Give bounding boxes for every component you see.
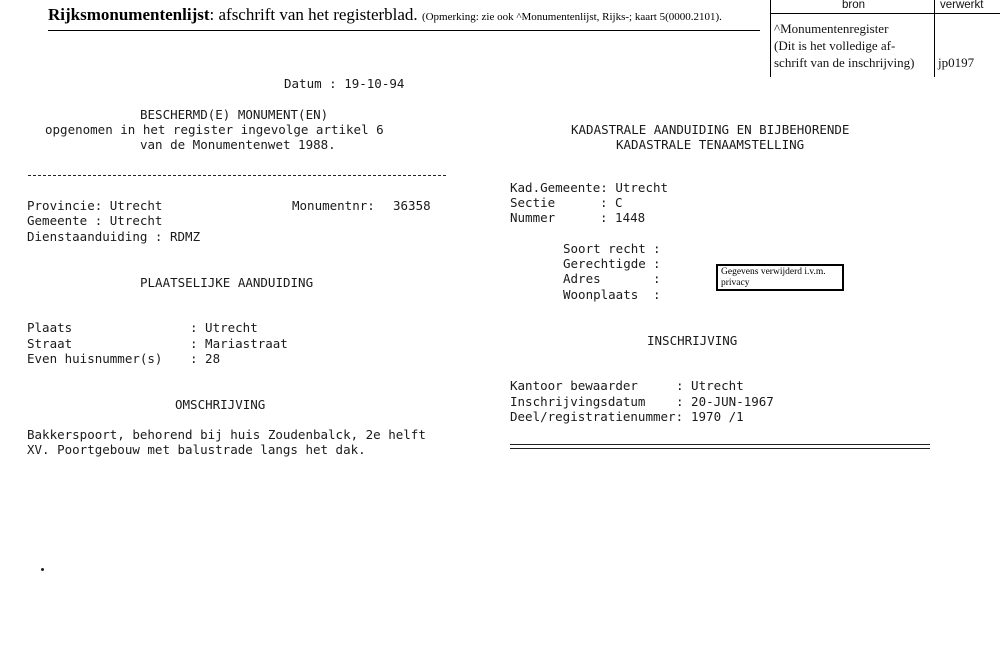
title-note: (Opmerking: zie ook ^Monumentenlijst, Rijks-; kaart 5(0000.2101). [421, 11, 722, 23]
bron-line-1: ^Monumentenregister [774, 21, 889, 36]
adres-label: Adres [563, 271, 601, 286]
beschermd-line-1: BESCHERMD(E) MONUMENT(EN) [140, 107, 329, 122]
header-rule [48, 30, 760, 31]
kadastrale-heading-2: KADASTRALE TENAAMSTELLING [616, 137, 805, 152]
title-rest: : afschrift van het registerblad. [209, 5, 418, 24]
adres-colon: : [653, 271, 661, 286]
beschermd-line-2: opgenomen in het register ingevolge artikel 6 [45, 122, 384, 137]
title-bold: Rijksmonumentenlijst [48, 5, 210, 24]
sectie-value: : C [600, 195, 623, 210]
kantoor-label: Kantoor bewaarder [510, 378, 638, 393]
kadastrale-heading-1: KADASTRALE AANDUIDING EN BIJBEHORENDE [571, 122, 850, 137]
document-title [48, 5, 722, 25]
plaatselijke-heading: PLAATSELIJKE AANDUIDING [140, 275, 314, 290]
bron-line-2: (Dit is het volledige af- [774, 38, 896, 53]
table-border-mid [934, 0, 935, 77]
omschrijving-line-1: Bakkerspoort, behorend bij huis Zoudenbalck, 2e helft [27, 427, 426, 442]
kad-gemeente: Kad.Gemeente: Utrecht [510, 180, 669, 195]
straat-value: : Mariastraat [190, 336, 288, 351]
plaats-value: : Utrecht [190, 320, 258, 335]
plaats-label: Plaats [27, 320, 73, 335]
gemeente-line: Gemeente : Utrecht [27, 213, 163, 228]
huisnummer-value: : 28 [190, 351, 221, 366]
double-rule [510, 444, 930, 449]
kantoor-value: : Utrecht [676, 378, 744, 393]
sectie-label: Sectie [510, 195, 556, 210]
nummer-value: : 1448 [600, 210, 646, 225]
omschrijving-line-2: XV. Poortgebouw met balustrade langs het dak. [27, 442, 366, 457]
woonplaats-label: Woonplaats [563, 287, 639, 302]
beschermd-line-3: van de Monumentenwet 1988. [140, 137, 336, 152]
bron-line-3: schrift van de inschrijving) [774, 55, 915, 70]
inschrijvingsdatum-value: : 20-JUN-1967 [676, 394, 774, 409]
deel-value: 1970 /1 [691, 409, 744, 424]
datum-line: Datum : 19-10-94 [284, 76, 405, 91]
verwerkt-value: jp0197 [938, 55, 975, 70]
woonplaats-colon: : [653, 287, 661, 302]
straat-label: Straat [27, 336, 73, 351]
omschrijving-heading: OMSCHRIJVING [175, 397, 266, 412]
provincie-line: Provincie: Utrecht [27, 198, 163, 213]
table-header-rule [770, 13, 1000, 14]
inschrijving-heading: INSCHRIJVING [647, 333, 738, 348]
bron-table [770, 0, 1000, 77]
table-border-left [770, 0, 771, 77]
gerechtigde-label: Gerechtigde [563, 256, 646, 271]
soort-recht-label: Soort recht [563, 241, 646, 256]
col-header-bron: bron [842, 0, 866, 11]
monumentnr-label: Monumentnr: [292, 198, 375, 213]
dashed-separator [28, 175, 446, 176]
huisnummer-label: Even huisnummer(s) [27, 351, 163, 366]
dienst-line: Dienstaanduiding : RDMZ [27, 229, 201, 244]
monumentnr-value: 36358 [393, 198, 431, 213]
col-header-verwerkt: verwerkt [940, 0, 984, 11]
soort-recht-colon: : [653, 241, 661, 256]
deel-label: Deel/registratienummer: [510, 409, 684, 424]
privacy-notice: Gegevens verwijderd i.v.m. privacy [716, 264, 844, 291]
scan-speck [41, 568, 44, 571]
inschrijvingsdatum-label: Inschrijvingsdatum [510, 394, 646, 409]
nummer-label: Nummer [510, 210, 556, 225]
gerechtigde-colon: : [653, 256, 661, 271]
